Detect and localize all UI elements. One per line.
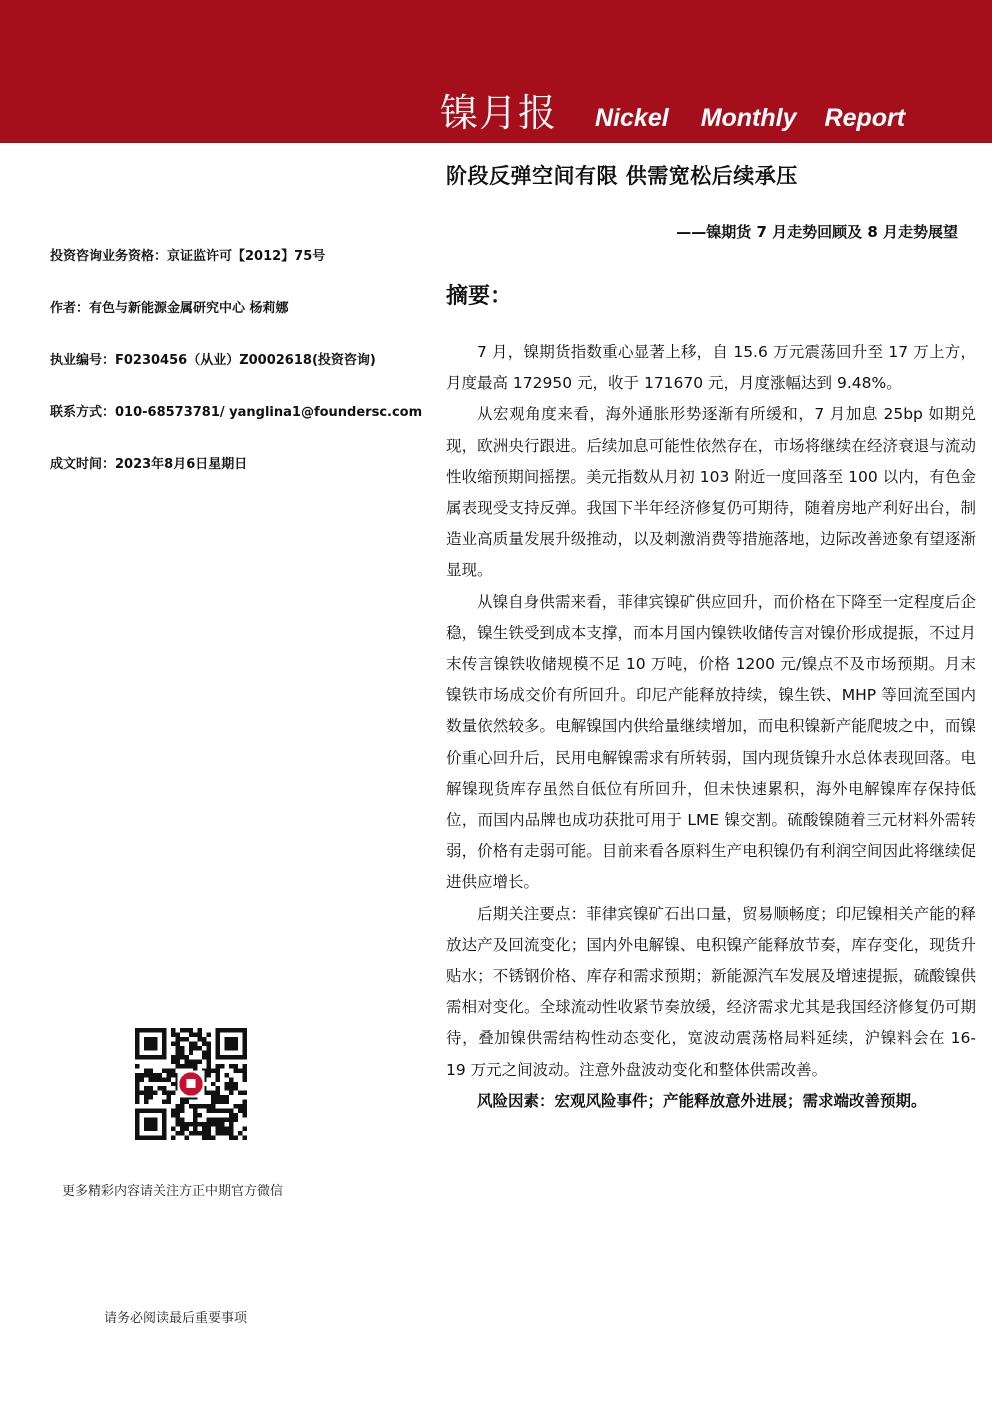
qr-caption: 更多精彩内容请关注方正中期官方微信 (62, 1184, 284, 1199)
read-notice: 请务必阅读最后重要事项 (104, 1311, 248, 1326)
abstract-body (446, 337, 976, 1117)
risk-factors: 风险因素：宏观风险事件；产能释放意外进展；需求端改善预期。 (477, 1091, 927, 1110)
masthead-title-en-monthly: Monthly (700, 104, 797, 132)
meta-contact: 联系方式：010-68573781/ yanglina1@foundersc.com (50, 405, 423, 420)
qr-code-image (135, 1028, 247, 1140)
meta-qualification: 投资咨询业务资格：京证监许可【2012】75号 (50, 249, 326, 264)
meta-author: 作者：有色与新能源金属研究中心 杨莉娜 (50, 301, 289, 316)
masthead (440, 82, 906, 135)
abstract-paragraph: 从宏观角度来看，海外通胀形势逐渐有所缓和，7 月加息 25bp 如期兑现，欧洲央行跟进。后续加息可能性依然存在，市场将继续在经济衰退与流动性收缩预期间摇摆。美元指数从月初 103 附近一度回落至 100 以内，有色金属表现受支持反弹。我国下半年经济修复仍可期待，随着房地产利好出台，制造业高质量发展升级推动，以及刺激消费等措施落地，边际改善迹象有望逐渐显现。 (446, 405, 976, 580)
abstract-paragraph: 从镍自身供需来看，菲律宾镍矿供应回升，而价格在下降至一定程度后企稳，镍生铁受到成本支撑，而本月国内镍铁收储传言对镍价形成提振，不过月末传言镍铁收储规模不足 10 万吨，价格 1200 元/镍点不及市场预期。月末镍铁市场成交价有所回升。印尼产能释放持续，镍生铁、MHP 等回流至国内数量依然较多。电解镍国内供给量继续增加，而电积镍新产能爬坡之中，而镍价重心回升后，民用电解镍需求有所转弱，国内现货镍升水总体表现回落。电解镍现货库存虽然自低位有所回升，但未快速累积，海外电解镍库存保持低位，而国内品牌也成功获批可用于 LME 镍交割。硫酸镍随着三元材料外需转弱，价格有走弱可能。目前来看各原料生产电积镍仍有利润空间因此将继续促进供应增长。 (446, 592, 976, 892)
qr-code (135, 1028, 247, 1140)
report-title: 阶段反弹空间有限 供需宽松后续承压 (446, 164, 798, 188)
masthead-title-en-report: Report (824, 104, 906, 132)
meta-date: 成文时间：2023年8月6日星期日 (50, 457, 248, 472)
abstract-paragraph: 7 月，镍期货指数重心显著上移，自 15.6 万元震荡回升至 17 万上方，月度最高 172950 元，收于 171670 元，月度涨幅达到 9.48%。 (446, 343, 976, 393)
abstract-paragraph: 后期关注要点：菲律宾镍矿石出口量，贸易顺畅度；印尼镍相关产能的释放达产及回流变化；国内外电解镍、电积镍产能释放节奏，库存变化，现货升贴水；不锈钢价格、库存和需求预期；新能源汽车发展及增速提振，硫酸镍供需相对变化。全球流动性收紧节奏放缓，经济需求尤其是我国经济修复仍可期待，叠加镍供需结构性动态变化，宽波动震荡格局料延续，沪镍料会在 16-19 万元之间波动。注意外盘波动变化和整体供需改善。 (446, 904, 976, 1079)
report-subtitle: ——镍期货 7 月走势回顾及 8 月走势展望 (676, 223, 958, 241)
masthead-title-cn: 镍月报 (440, 91, 558, 135)
abstract-heading: 摘要： (446, 284, 513, 309)
meta-license: 执业编号：F0230456（从业）Z0002618(投资咨询) (50, 353, 376, 368)
masthead-title-en-nickel: Nickel (595, 104, 669, 132)
